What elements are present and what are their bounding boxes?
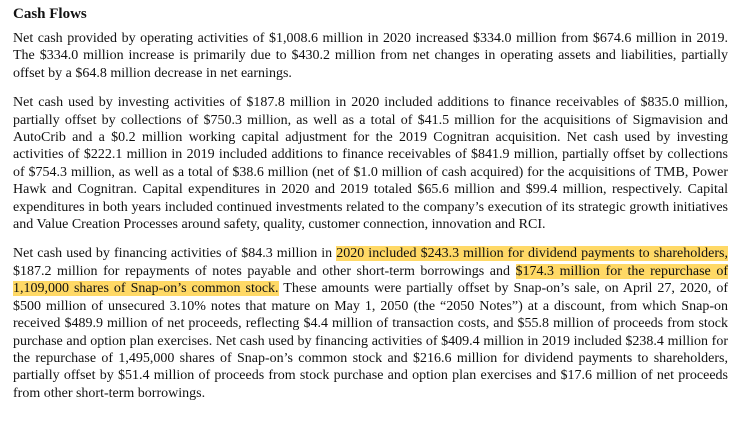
operating-activities-paragraph: Net cash provided by operating activities of $1,008.6 million in 2020 increased $334.0 million from $674.6 million in 2019. The $334.0 million increase is primarily due to $430.2 million from net changes in operating assets and liabilities, partially offset by a $64.8 million decrease in net earnings. (13, 31, 728, 81)
section-heading: Cash Flows (13, 6, 87, 22)
highlighted-dividend-text: 2020 included $243.3 million for dividend payments to shareholders, (336, 246, 728, 262)
highlighted-repurchase-text: $174.3 million for the repurchase of 1,109,000 shares of Snap-on’s common stock. (13, 263, 728, 297)
financing-activities-paragraph (13, 245, 728, 402)
investing-activities-paragraph: Net cash used by investing activities of $187.8 million in 2020 included additions to finance receivables of $835.0 million, partially offset by collections of $750.3 million, as well as a total of $41.5 million for the acquisitions of Sigmavision and AutoCrib and a $0.2 million working capital adjustment for the 2019 Cognitran acquisition. Net cash used by investing activities of $222.1 million in 2019 included additions to finance receivables of $841.9 million, partially offset by collections of $754.3 million, as well as a total of $38.6 million (net of $1.0 million of cash acquired) for the acquisitions of TMB, Power Hawk and Cognitran. Capital expenditures in 2020 and 2019 totaled $65.6 million and $99.4 million, respectively. Capital expenditures in both years included continued investments related to the company’s execution of its strategic growth initiatives and Value Creation Processes around safety, quality, customer connection, innovation and RCI. (13, 95, 728, 233)
financing-text-part-2: $187.2 million for repayments of notes payable and other short-term borrowings and (13, 263, 516, 279)
financing-text-part-3: These amounts were partially offset by Snap-on’s sale, on April 27, 2020, of $500 million of unsecured 3.10% notes that mature on May 1, 2050 (the “2050 Notes”) at a discount, from which Snap-on received $489.9 million of net proceeds, reflecting $4.4 million of transaction costs, and $55.8 million of proceeds from stock purchase and option plan exercises. Net cash used by financing activities of $409.4 million in 2019 included $238.4 million for the repurchase of 1,495,000 shares of Snap-on’s common stock and $216.6 million for dividend payments to shareholders, partially offset by $51.4 million of proceeds from stock purchase and option plan exercises and $17.6 million of net proceeds from other short-term borrowings. (13, 281, 728, 401)
financing-text-part-1: Net cash used by financing activities of $84.3 million in (13, 246, 337, 262)
